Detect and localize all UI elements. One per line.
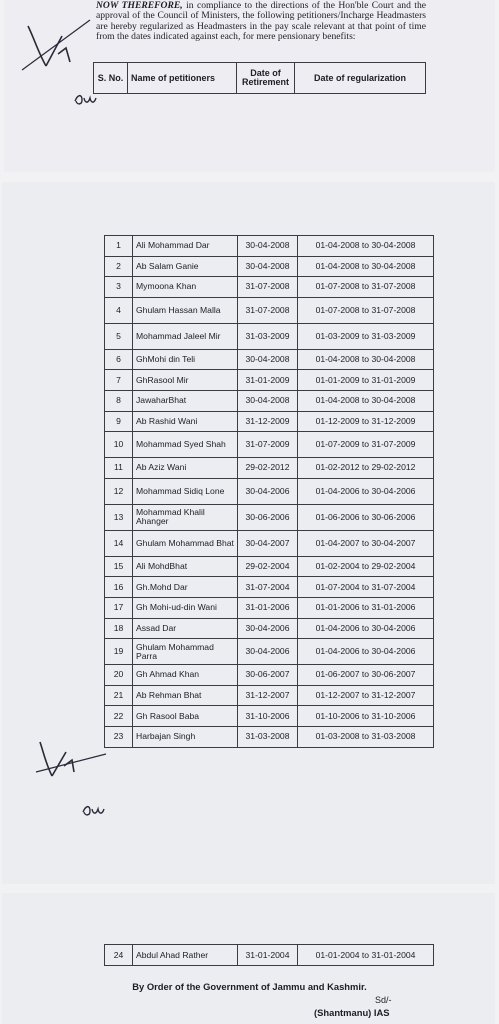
cell-regularization: 01-01-2006 to 31-01-2006: [298, 597, 434, 618]
cell-regularization: 01-07-2008 to 31-07-2008: [298, 277, 434, 298]
table-row: [105, 618, 434, 639]
table-row: [105, 665, 434, 686]
cell-name: Assad Dar: [133, 618, 238, 639]
cell-name: Ghulam Hassan Malla: [133, 297, 238, 323]
table-row: [105, 577, 434, 598]
cell-name: Mohammad Jaleel Mir: [133, 323, 238, 349]
cell-regularization: 01-03-2009 to 31-03-2009: [298, 323, 434, 349]
col-header-sno: S. No.: [94, 63, 128, 94]
table-row: [105, 370, 434, 391]
table-row: [105, 411, 434, 432]
cell-retirement: 30-04-2008: [238, 236, 298, 257]
header-row: [94, 63, 426, 94]
cell-retirement: 30-06-2006: [238, 504, 298, 530]
cell-sno: 22: [105, 706, 133, 727]
cell-name: Gh.Mohd Dar: [133, 577, 238, 598]
cell-sno: 2: [105, 256, 133, 277]
cell-regularization: 01-06-2006 to 30-06-2006: [298, 504, 434, 530]
table-row: [105, 945, 434, 966]
order-line: By Order of the Government of Jammu and Kashmir.: [132, 981, 367, 992]
cell-sno: 13: [105, 504, 133, 530]
cell-name: Gh Mohi-ud-din Wani: [133, 597, 238, 618]
cell-regularization: 01-01-2009 to 31-01-2009: [298, 370, 434, 391]
cell-regularization: 01-04-2008 to 30-04-2008: [298, 390, 434, 411]
cell-name: GhMohi din Teli: [133, 349, 238, 370]
petitioners-table-continued: [104, 944, 434, 966]
cell-sno: 11: [105, 458, 133, 479]
cell-regularization: 01-04-2006 to 30-04-2006: [298, 478, 434, 504]
cell-name: Gh Ahmad Khan: [133, 665, 238, 686]
cell-retirement: 30-04-2008: [238, 349, 298, 370]
cell-retirement: 30-04-2006: [238, 618, 298, 639]
cell-retirement: 29-02-2012: [238, 458, 298, 479]
cell-regularization: 01-06-2007 to 30-06-2007: [298, 665, 434, 686]
cell-name: Mohammad Syed Shah: [133, 432, 238, 458]
table-row: [105, 597, 434, 618]
cell-regularization: 01-07-2009 to 31-07-2009: [298, 432, 434, 458]
cell-retirement: 31-07-2008: [238, 277, 298, 298]
cell-regularization: 01-04-2006 to 30-04-2006: [298, 639, 434, 665]
cell-name: Abdul Ahad Rather: [133, 945, 238, 966]
cell-regularization: 01-12-2007 to 31-12-2007: [298, 685, 434, 706]
table-row: [105, 478, 434, 504]
cell-retirement: 31-12-2007: [238, 685, 298, 706]
table-row: [105, 685, 434, 706]
cell-regularization: 01-02-2004 to 29-02-2004: [298, 556, 434, 577]
cell-retirement: 31-01-2004: [238, 945, 298, 966]
table-row: [105, 390, 434, 411]
cell-regularization: 01-07-2008 to 31-07-2008: [298, 297, 434, 323]
header-table: [93, 62, 426, 94]
signatory-name: (Shantmanu) IAS: [314, 1007, 390, 1018]
cell-retirement: 29-02-2004: [238, 556, 298, 577]
cell-retirement: 30-04-2008: [238, 256, 298, 277]
cell-sno: 10: [105, 432, 133, 458]
cell-retirement: 31-03-2009: [238, 323, 298, 349]
cell-sno: 14: [105, 530, 133, 556]
petitioners-table: [104, 235, 434, 748]
table-row: [105, 349, 434, 370]
table-row: [105, 432, 434, 458]
cell-name: Ab Rashid Wani: [133, 411, 238, 432]
table-row: [105, 504, 434, 530]
cell-sno: 17: [105, 597, 133, 618]
cell-regularization: 01-01-2004 to 31-01-2004: [298, 945, 434, 966]
cell-retirement: 31-10-2006: [238, 706, 298, 727]
cell-regularization: 01-03-2008 to 31-03-2008: [298, 726, 434, 747]
cell-retirement: 30-04-2007: [238, 530, 298, 556]
cell-retirement: 30-04-2006: [238, 478, 298, 504]
cell-retirement: 30-04-2006: [238, 639, 298, 665]
intro-lead: NOW THEREFORE,: [96, 0, 183, 11]
cell-sno: 3: [105, 277, 133, 298]
cell-name: GhRasool Mir: [133, 370, 238, 391]
table-row: [105, 726, 434, 747]
cell-sno: 9: [105, 411, 133, 432]
cell-sno: 1: [105, 236, 133, 257]
cell-sno: 18: [105, 618, 133, 639]
cell-retirement: 31-07-2009: [238, 432, 298, 458]
cell-sno: 7: [105, 370, 133, 391]
cell-regularization: 01-04-2006 to 30-04-2006: [298, 618, 434, 639]
cell-sno: 19: [105, 639, 133, 665]
cell-regularization: 01-04-2008 to 30-04-2008: [298, 236, 434, 257]
cell-name: Ab Rehman Bhat: [133, 685, 238, 706]
cell-retirement: 31-07-2008: [238, 297, 298, 323]
intro-paragraph: [96, 1, 426, 42]
cell-sno: 4: [105, 297, 133, 323]
cell-sno: 24: [105, 945, 133, 966]
table-row: [105, 256, 434, 277]
col-header-name: Name of petitioners: [128, 63, 237, 94]
cell-regularization: 01-12-2009 to 31-12-2009: [298, 411, 434, 432]
cell-name: Ghulam Mohammad Parra: [133, 639, 238, 665]
table-row: [105, 706, 434, 727]
cell-name: Mymoona Khan: [133, 277, 238, 298]
cell-name: JawaharBhat: [133, 390, 238, 411]
cell-regularization: 01-04-2007 to 30-04-2007: [298, 530, 434, 556]
cell-regularization: 01-07-2004 to 31-07-2004: [298, 577, 434, 598]
cell-name: Ab Salam Ganie: [133, 256, 238, 277]
cell-retirement: 31-12-2009: [238, 411, 298, 432]
table-row: [105, 277, 434, 298]
cell-name: Ali MohdBhat: [133, 556, 238, 577]
sd-mark: Sd/-: [375, 995, 392, 1005]
cell-regularization: 01-10-2006 to 31-10-2006: [298, 706, 434, 727]
cell-name: Ali Mohammad Dar: [133, 236, 238, 257]
cell-sno: 8: [105, 390, 133, 411]
col-header-retirement: Date of Retirement: [237, 63, 295, 94]
cell-retirement: 30-04-2008: [238, 390, 298, 411]
table-row: [105, 297, 434, 323]
cell-name: Ghulam Mohammad Bhat: [133, 530, 238, 556]
cell-sno: 15: [105, 556, 133, 577]
col-header-regularization: Date of regularization: [295, 63, 426, 94]
cell-regularization: 01-04-2008 to 30-04-2008: [298, 349, 434, 370]
table-row: [105, 530, 434, 556]
cell-retirement: 31-03-2008: [238, 726, 298, 747]
cell-retirement: 31-07-2004: [238, 577, 298, 598]
cell-retirement: 30-06-2007: [238, 665, 298, 686]
cell-name: Harbajan Singh: [133, 726, 238, 747]
cell-name: Gh Rasool Baba: [133, 706, 238, 727]
intro-text: in compliance to the directions of the Hon'ble Court and the approval of the Council of Ministers, the following petitioners/Incharge Headmasters are hereby regularized as Headmasters in the pay scale relevant at that point of time from the dates indicated against each, for mere pensionary benefits:: [96, 0, 426, 42]
table-row: [105, 323, 434, 349]
cell-regularization: 01-04-2008 to 30-04-2008: [298, 256, 434, 277]
cell-retirement: 31-01-2006: [238, 597, 298, 618]
cell-sno: 23: [105, 726, 133, 747]
cell-regularization: 01-02-2012 to 29-02-2012: [298, 458, 434, 479]
cell-sno: 6: [105, 349, 133, 370]
cell-sno: 21: [105, 685, 133, 706]
cell-sno: 16: [105, 577, 133, 598]
cell-sno: 5: [105, 323, 133, 349]
table-row: [105, 236, 434, 257]
table-row: [105, 458, 434, 479]
table-row: [105, 556, 434, 577]
cell-sno: 20: [105, 665, 133, 686]
cell-sno: 12: [105, 478, 133, 504]
cell-retirement: 31-01-2009: [238, 370, 298, 391]
cell-name: Mohammad Khalil Ahanger: [133, 504, 238, 530]
table-row: [105, 639, 434, 665]
cell-name: Ab Aziz Wani: [133, 458, 238, 479]
cell-name: Mohammad Sidiq Lone: [133, 478, 238, 504]
